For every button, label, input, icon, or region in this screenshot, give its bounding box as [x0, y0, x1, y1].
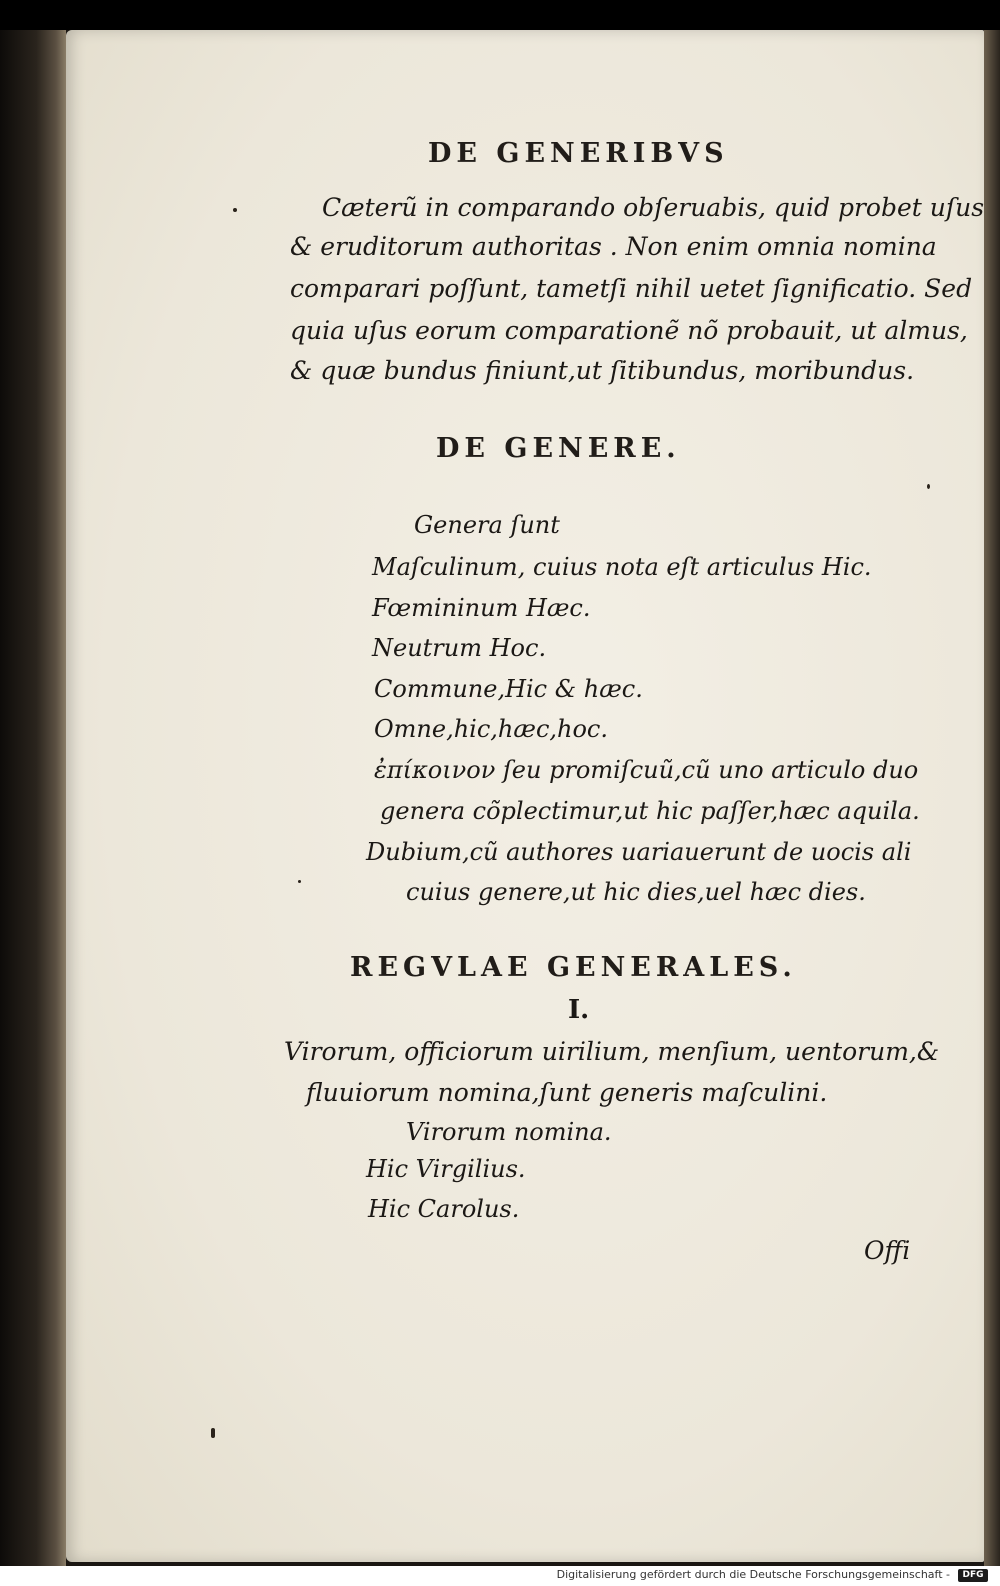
example-carolus: Hic Carolus. [368, 1195, 520, 1223]
scan-top-border [0, 0, 1000, 30]
example-virgilius: Hic Virgilius. [366, 1155, 526, 1183]
ink-speck [211, 1428, 215, 1438]
running-head: DE GENERIBVS [428, 138, 729, 169]
genera-feminine: Fœmininum Hæc. [372, 594, 591, 622]
intro-line-2: & eruditorum authoritas . Non enim omnia nomina [290, 232, 937, 261]
dfg-logo: DFG [958, 1569, 988, 1582]
catchword: Offi [864, 1236, 911, 1265]
rule-line-2: fluuiorum nomina,ſunt generis maſculini. [306, 1078, 828, 1107]
intro-line-5: & quæ bundus finiunt,ut ſitibundus, moribundus. [290, 356, 915, 385]
subhead-virorum: Virorum nomina. [406, 1118, 612, 1146]
footer-credit: Digitalisierung gefördert durch die Deutsche Forschungsgemeinschaft - [556, 1568, 950, 1581]
ink-speck [298, 880, 301, 883]
intro-line-4: quia uſus eorum comparationẽ nõ probauit, ut almus, [290, 316, 968, 345]
genera-dubium: Dubium,cũ authores uariauerunt de uocis ali [366, 838, 912, 866]
ink-speck [233, 208, 237, 212]
genera-intro: Genera ſunt [414, 511, 560, 539]
rules-title: REGVLAE GENERALES. [350, 952, 797, 983]
rule-number: I. [568, 995, 590, 1025]
intro-line-1: Cæterũ in comparando obſeruabis, quid probet uſus [322, 193, 985, 222]
intro-line-3: comparari poſſunt, tametſi nihil uetet ſignificatio. Sed [290, 274, 973, 303]
section-title: DE GENERE. [436, 433, 681, 464]
book-fore-edge [984, 30, 1000, 1566]
genera-dubium-cont: cuius genere,ut hic dies,uel hæc dies. [406, 878, 866, 906]
genera-neuter: Neutrum Hoc. [372, 634, 547, 662]
genera-epicene-cont: genera cõplectimur,ut hic paſſer,hæc aquila. [380, 797, 920, 825]
book-binding-edge [0, 30, 66, 1566]
genera-common: Commune,Hic & hæc. [374, 675, 643, 703]
genera-epicene: ἐπίκοινον ſeu promiſcuũ,cũ uno articulo duo [374, 756, 919, 784]
rule-line-1: Virorum, officiorum uirilium, menſium, uentorum,& [284, 1037, 940, 1066]
genera-omne: Omne,hic,hæc,hoc. [374, 715, 608, 743]
genera-masculine: Maſculinum, cuius nota eſt articulus Hic. [372, 553, 872, 581]
ink-speck [927, 484, 930, 489]
